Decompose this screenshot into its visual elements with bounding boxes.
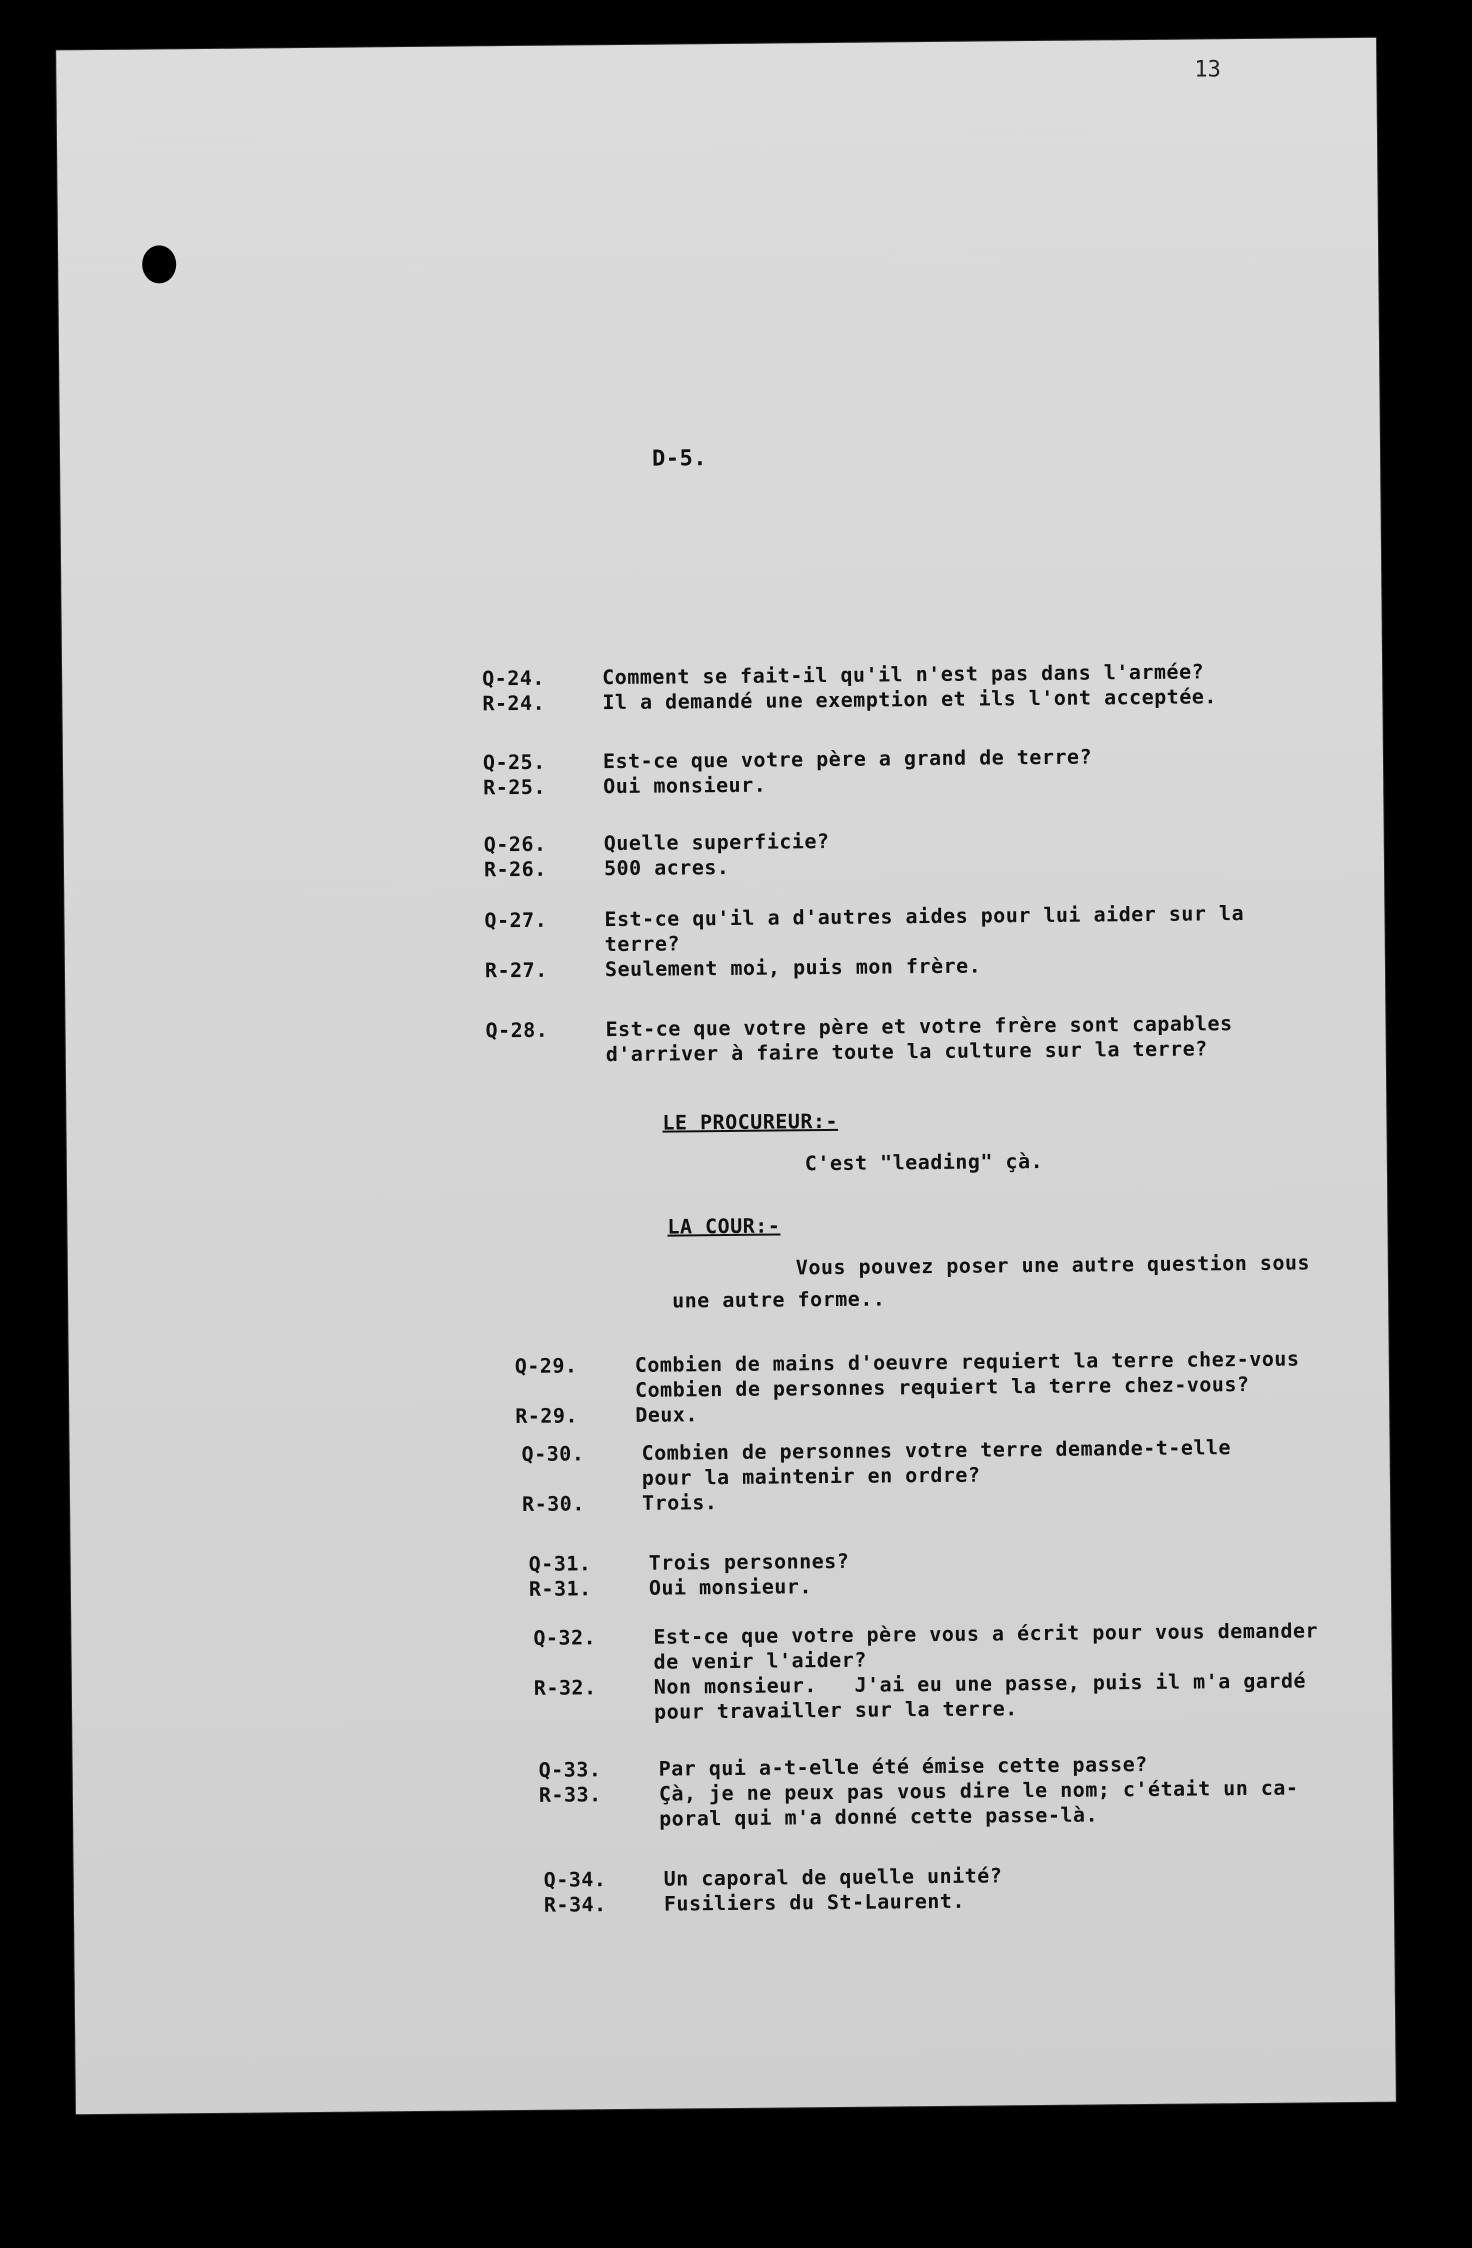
answer-text: Çà, je ne peux pas vous dire le nom; c'était un ca- xyxy=(658,1775,1299,1806)
qa-block-33 xyxy=(539,1750,1400,1833)
answer-label-continued xyxy=(534,1700,654,1726)
qa-block-24 xyxy=(482,658,1342,716)
speaker-cour: LA COUR:- xyxy=(667,1213,781,1239)
question-text: Quelle superficie? xyxy=(603,828,830,856)
question-label: Q-24. xyxy=(482,665,546,691)
question-text: Est-ce que votre père et votre frère sont capables xyxy=(605,1011,1233,1042)
question-label-continued xyxy=(534,1650,654,1676)
answer-label: R-29. xyxy=(515,1403,579,1429)
question-text: Par qui a-t-elle été émise cette passe? xyxy=(658,1751,1148,1781)
answer-label: R-30. xyxy=(521,1491,585,1516)
question-label: Q-31. xyxy=(528,1551,592,1576)
answer-text: Oui monsieur. xyxy=(648,1574,813,1600)
question-label: Q-28. xyxy=(485,1017,549,1043)
answer-text: Trois. xyxy=(641,1490,718,1515)
answer-label: R-32. xyxy=(533,1675,597,1700)
qa-block-28 xyxy=(485,1010,1345,1068)
answer-text: Non monsieur. J'ai eu une passe, puis il m'a gardé xyxy=(653,1668,1307,1699)
question-label: Q-27. xyxy=(484,907,548,933)
answer-text: 500 acres. xyxy=(603,854,730,881)
answer-label: R-25. xyxy=(483,774,547,800)
question-label: Q-25. xyxy=(482,749,546,775)
answer-text-continued: poral qui m'a donné cette passe-là. xyxy=(659,1802,1099,1831)
question-label: Q-26. xyxy=(483,831,547,857)
question-label: Q-32. xyxy=(533,1625,597,1650)
answer-label: R-24. xyxy=(482,690,546,716)
qa-block-34 xyxy=(544,1860,1404,1918)
answer-text: Il a demandé une exemption et ils l'ont acceptée. xyxy=(602,684,1218,715)
speaker-procureur: LE PROCUREUR:- xyxy=(662,1108,839,1135)
question-text: Trois personnes? xyxy=(648,1548,850,1575)
qa-block-25 xyxy=(483,742,1343,800)
question-text-continued: Combien de personnes requiert la terre chez-vous? xyxy=(634,1371,1250,1402)
qa-block-32 xyxy=(533,1618,1394,1726)
answer-text: Fusiliers du St-Laurent. xyxy=(663,1888,966,1916)
qa-block-30 xyxy=(522,1434,1383,1517)
section-label: D-5. xyxy=(651,446,708,472)
answer-text: Deux. xyxy=(635,1402,699,1427)
question-text: Est-ce qu'il a d'autres aides pour lui aider sur la xyxy=(604,901,1245,932)
question-text-continued: d'arriver à faire toute la culture sur la terre? xyxy=(605,1036,1208,1067)
cour-speech-line2: une autre forme.. xyxy=(672,1286,886,1313)
question-text: Est-ce que votre père a grand de terre? xyxy=(602,744,1093,774)
question-text: Comment se fait-il qu'il n'est pas dans l'armée? xyxy=(602,659,1205,690)
document-page xyxy=(56,38,1396,2115)
answer-label: R-31. xyxy=(528,1576,592,1601)
question-text: Combien de personnes votre terre demande-t-elle xyxy=(641,1435,1232,1465)
question-text-continued: pour la maintenir en ordre? xyxy=(641,1462,981,1490)
question-label-continued xyxy=(522,1466,642,1492)
question-text: Est-ce que votre père vous a écrit pour vous demander xyxy=(653,1618,1319,1649)
answer-label: R-26. xyxy=(483,856,547,882)
answer-label-continued xyxy=(539,1807,659,1833)
question-text-continued: de venir l'aider? xyxy=(653,1647,867,1674)
qa-block-29 xyxy=(515,1346,1376,1429)
qa-block-31 xyxy=(529,1544,1389,1602)
question-text-continued: terre? xyxy=(604,931,681,957)
procureur-speech: C'est "leading" çà. xyxy=(804,1148,1044,1176)
question-label-continued xyxy=(486,1042,606,1068)
answer-text: Oui monsieur. xyxy=(603,772,767,799)
answer-text-continued: pour travailler sur la terre. xyxy=(653,1696,1018,1724)
punch-hole xyxy=(142,245,176,283)
question-label: Q-30. xyxy=(521,1441,585,1466)
question-label-continued xyxy=(515,1378,635,1404)
answer-text: Seulement moi, puis mon frère. xyxy=(604,953,982,982)
question-label: Q-29. xyxy=(514,1353,578,1379)
question-text: Un caporal de quelle unité? xyxy=(663,1863,1003,1891)
answer-label: R-33. xyxy=(538,1782,602,1807)
question-label-continued xyxy=(485,932,605,958)
answer-label: R-34. xyxy=(543,1892,607,1917)
cour-speech-line1: Vous pouvez poser une autre question sous xyxy=(795,1250,1311,1280)
question-label: Q-34. xyxy=(543,1867,607,1892)
qa-block-26 xyxy=(484,824,1344,882)
question-label: Q-33. xyxy=(538,1757,602,1782)
qa-block-27 xyxy=(484,900,1345,983)
answer-label: R-27. xyxy=(484,957,548,983)
page-number: 13 xyxy=(1193,57,1221,83)
question-text: Combien de mains d'oeuvre requiert la terre chez-vous xyxy=(634,1346,1300,1377)
